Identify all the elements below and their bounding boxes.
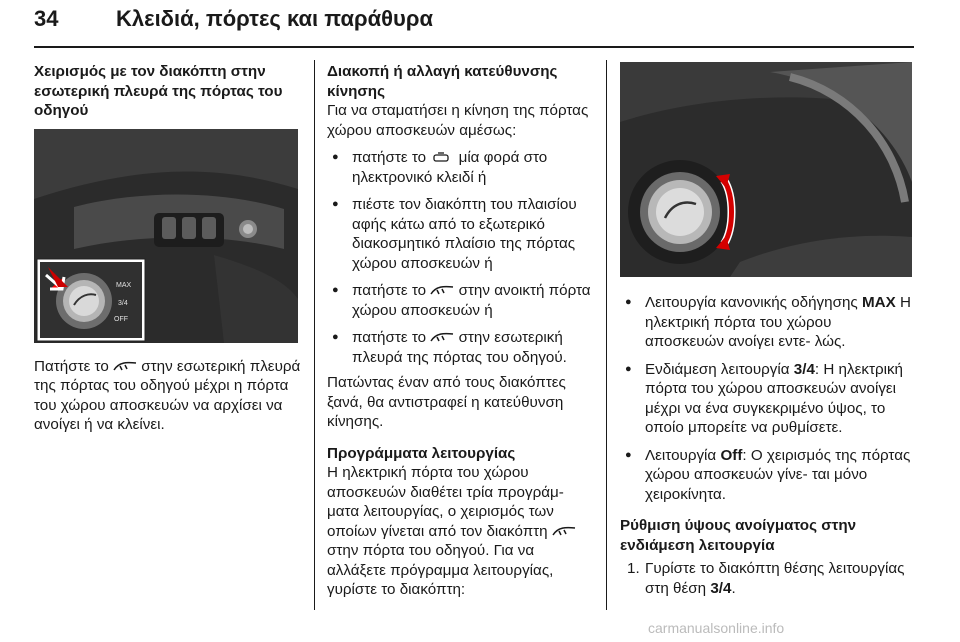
programs-text: Η ηλεκτρική πόρτα του χώρου αποσκευών διαθέτει τρία προγράμ‑ ματα λειτουργίας, ο χειρισμός των οποίων γίνεται από τον διακόπτη στην πόρτα του οδηγού. Για να αλλάξετε πρόγραμμα λειτουργίας, γυρίστε το διακόπτη: xyxy=(327,463,597,600)
column-divider-left xyxy=(314,60,315,610)
list-item: 1. Γυρίστε το διακόπτη θέσης λειτουργίας στη θέση 3/4. xyxy=(627,560,905,597)
tailgate-icon xyxy=(113,361,137,372)
list-item: ● πατήστε το στην εσωτερική πλευρά της πόρτας του οδηγού. xyxy=(327,328,597,367)
three-quarter-label: 3/4 xyxy=(118,299,128,307)
instruction-text: Πατήστε το στην εσωτερική πλευρά της πόρτας του οδηγού μέχρι η πόρτα του χώρου αποσκευών να αρχίσει να ανοίγει ή να κλείνει. xyxy=(34,357,301,433)
column-1 xyxy=(34,62,302,435)
tailgate-icon xyxy=(552,526,576,537)
chapter-title: Κλειδιά, πόρτες και παράθυρα xyxy=(116,6,433,31)
reverse-text: Πατώντας έναν από τους διακόπτες ξανά, θα αντιστραφεί η κατεύθυνση κίνησης. xyxy=(327,374,566,430)
off-label: OFF xyxy=(114,315,128,323)
column-3 xyxy=(620,62,912,598)
section-heading: Προγράμματα λειτουργίας xyxy=(327,444,516,462)
tailgate-icon xyxy=(430,285,454,296)
watermark: carmanualsonline.info xyxy=(648,620,785,636)
page-number: 34 xyxy=(34,6,59,31)
column-2 xyxy=(327,62,597,600)
tailgate-icon xyxy=(430,332,454,343)
section-heading: Ρύθμιση ύψους ανοίγματος στην ενδιάμεση λειτουργία xyxy=(620,517,857,554)
key-tailgate-icon xyxy=(430,152,454,163)
mode-switch-illustration xyxy=(620,62,912,277)
door-switch-illustration xyxy=(34,129,298,343)
list-item: ● Λειτουργία Off: Ο χειρισμός της πόρτας χώρου αποσκευών γίνε‑ ται μόνο χειροκίνητα. xyxy=(620,446,912,505)
list-item: ● πατήστε το μία φορά στο ηλεκτρονικό κλειδί ή xyxy=(327,148,597,187)
section-heading: Διακοπή ή αλλαγή κατεύθυνσης κίνησης xyxy=(327,63,558,100)
section-heading: Χειρισμός με τον διακόπτη στην εσωτερική πλευρά της πόρτας του οδηγού xyxy=(34,63,283,119)
column-divider-right xyxy=(606,60,607,610)
intro-text: Για να σταματήσει η κίνηση της πόρτας χώρου αποσκευών αμέσως: xyxy=(327,102,589,139)
list-item: ● Ενδιάμεση λειτουργία 3/4: Η ηλεκτρική πόρτα του χώρου αποσκευών ανοίγει μέχρι να ένα συγκεκριμένο ύψος, το οποίο μπορείτε να ρυθμίσετε. xyxy=(620,360,912,438)
max-label: MAX xyxy=(116,281,132,289)
page-header xyxy=(34,6,914,44)
list-item: ● πατήστε το στην ανοικτή πόρτα χώρου αποσκευών ή xyxy=(327,281,597,320)
list-item: ● πιέστε τον διακόπτη του πλαισίου αφής κάτω από το εξωτερικό διακοσμητικό πλαίσιο της πόρτας χώρου αποσκευών ή xyxy=(327,195,597,273)
list-item: ● Λειτουργία κανονικής οδήγησης MAX Η ηλεκτρική πόρτα του χώρου αποσκευών ανοίγει εντε‑ λώς. xyxy=(620,293,912,352)
header-rule xyxy=(34,46,914,48)
